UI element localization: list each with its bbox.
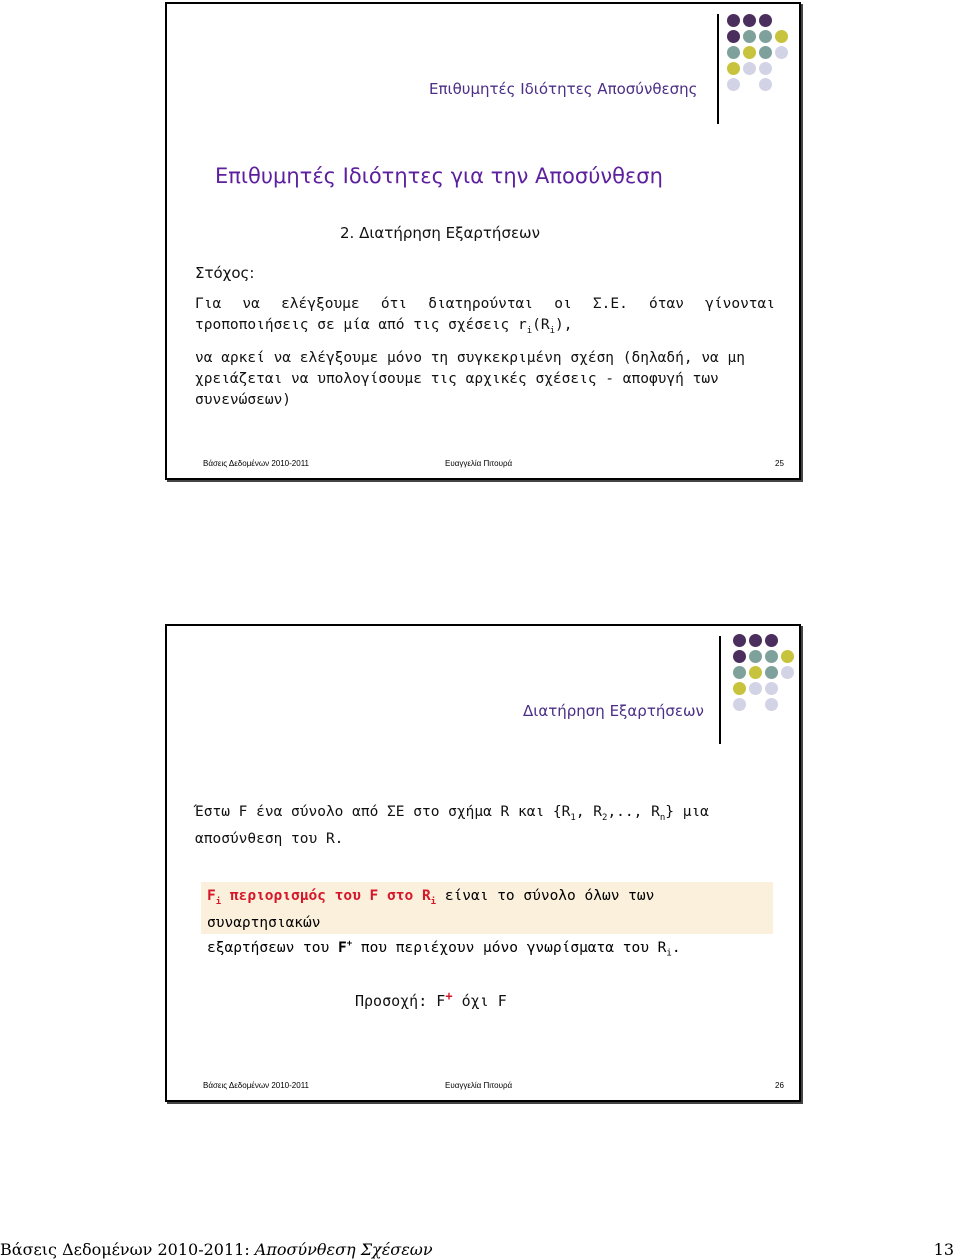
- slide-header: Διατήρηση Εξαρτήσεων: [523, 702, 704, 720]
- definition-line-1: Έστω F ένα σύνολο από ΣΕ στο σχήμα R και {$R_1$, $R_2$,.., $R_n$} μια: [195, 804, 709, 823]
- goal-line-1: Για να ελέγξουμε ότι διατηρούνται οι Σ.Ε. όταν γίνονται: [195, 296, 775, 312]
- restriction-line-2: εξαρτήσεων του F+ που περιέχουν μόνο γνωρίσματα του $R_i$.: [207, 938, 681, 959]
- slide-26: [165, 624, 801, 1102]
- goal-paragraph: να αρκεί να ελέγξουμε μόνο τη συγκεκριμένη σχέση (δηλαδή, να μη χρειάζεται να υπολογίσουμε τις αρχικές σχέσεις - αποφυγή των συνενώσεων): [195, 350, 745, 408]
- header-divider: [719, 636, 721, 744]
- footer-author: Ευαγγελία Πιτουρά: [445, 459, 513, 468]
- slide-25: [165, 2, 801, 480]
- restriction-definition-box: [201, 882, 773, 959]
- slide-title: Επιθυμητές Ιδιότητες για την Αποσύνθεση: [215, 164, 663, 188]
- footer-slide-number: 26: [775, 1081, 784, 1090]
- footer-slide-number: 25: [775, 459, 784, 468]
- page-number: 13: [933, 1240, 954, 1259]
- definition-text: [195, 802, 775, 850]
- footer-author: Ευαγγελία Πιτουρά: [445, 1081, 513, 1090]
- note-text: Προσοχή: F+ όχι F: [355, 989, 507, 1010]
- decorative-dot-grid: [733, 634, 797, 714]
- page-footer: Βάσεις Δεδομένων 2010-2011: Αποσύνθεση Σχέσεων: [0, 1240, 433, 1259]
- definition-line-2: αποσύνθεση του R.: [195, 830, 344, 847]
- footer-course: Βάσεις Δεδομένων 2010-2011: [203, 1081, 309, 1090]
- slide-subtitle: 2. Διατήρηση Εξαρτήσεων: [340, 224, 540, 242]
- goal-label: Στόχος:: [195, 264, 255, 282]
- restriction-line-1: $F_i$ περιορισμός του F στο $R_i$ είναι το σύνολο όλων των συναρτησιακών: [207, 888, 655, 931]
- goal-text: [195, 294, 775, 342]
- goal-line-2: τροποποιήσεις σε μία από τις σχέσεις $r_i(R_i)$,: [195, 317, 573, 336]
- slide-header: Επιθυμητές Ιδιότητες Αποσύνθεσης: [429, 80, 698, 98]
- decorative-dot-grid: [727, 14, 791, 94]
- footer-course: Βάσεις Δεδομένων 2010-2011: [203, 459, 309, 468]
- header-divider: [717, 14, 719, 124]
